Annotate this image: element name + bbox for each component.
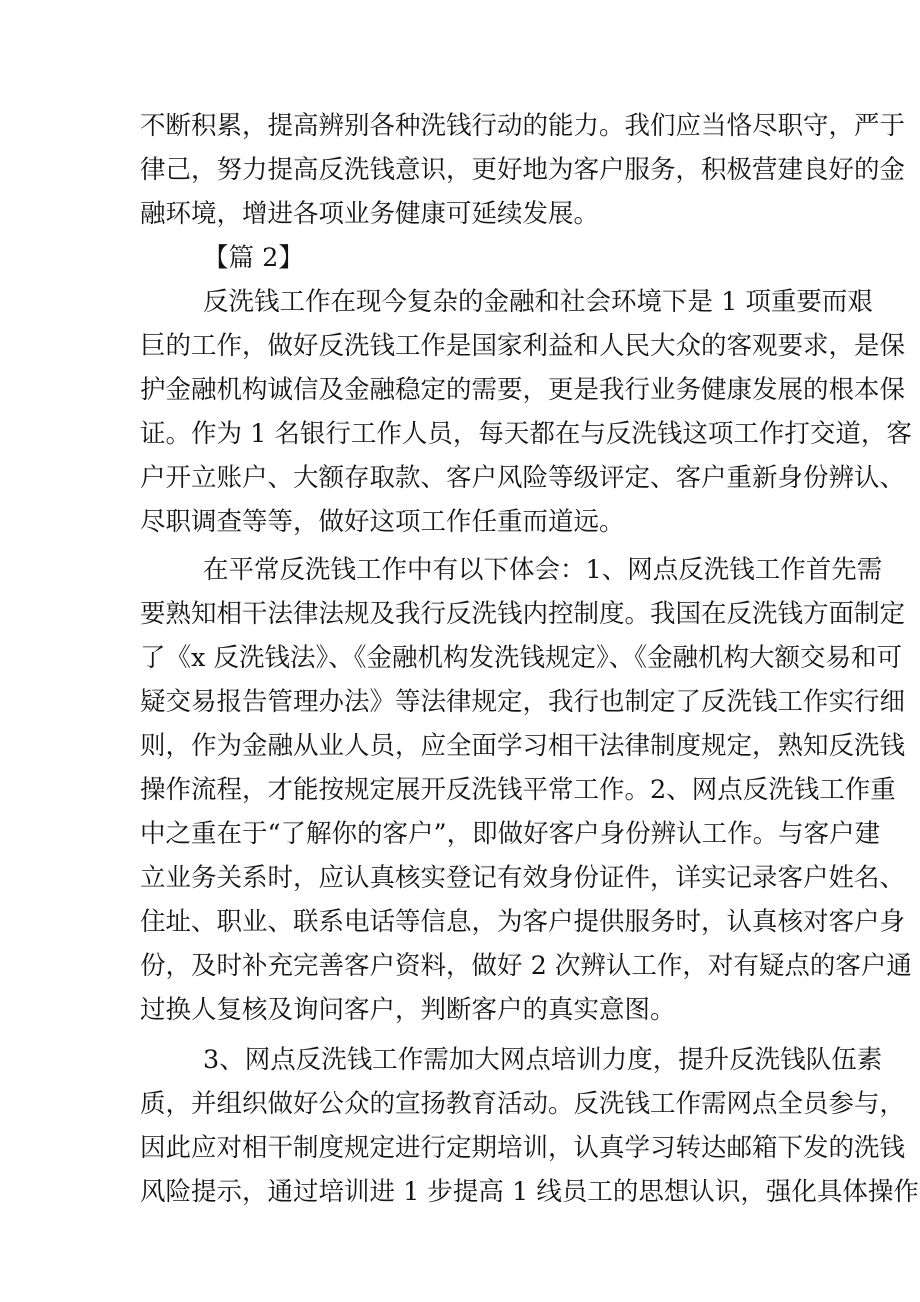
body-text-line: 份，及时补充完善客户资料，做好 2 次辨认工作，对有疑点的客户通 xyxy=(140,951,912,981)
body-text-line: 因此应对相干制度规定进行定期培训，认真学习转达邮箱下发的洗钱 xyxy=(140,1133,906,1163)
body-text-line: 在平常反洗钱工作中有以下体会：1、网点反洗钱工作首先需 xyxy=(203,555,883,585)
body-text-line: 尽职调查等等，做好这项工作任重而道远。 xyxy=(140,507,625,537)
body-text-line: 巨的工作，做好反洗钱工作是国家利益和人民大众的客观要求，是保 xyxy=(140,331,906,361)
body-text-line: 融环境，增进各项业务健康可延续发展。 xyxy=(140,199,600,229)
body-text-line: 则，作为金融从业人员，应全面学习相干法律制度规定，熟知反洗钱 xyxy=(140,731,906,761)
body-text-line: 律己，努力提高反洗钱意识，更好地为客户服务，积极营建良好的金 xyxy=(140,155,906,185)
body-text-line: 护金融机构诚信及金融稳定的需要，更是我行业务健康发展的根本保 xyxy=(140,375,906,405)
body-text-line: 疑交易报告管理办法》等法律规定，我行也制定了反洗钱工作实行细 xyxy=(140,687,906,717)
body-text-line: 反洗钱工作在现今复杂的金融和社会环境下是 1 项重要而艰 xyxy=(203,287,873,317)
body-text-line: 风险提示，通过培训进 1 步提高 1 线员工的思想认识，强化具体操作 xyxy=(140,1177,919,1207)
body-text-line: 证。作为 1 名银行工作人员，每天都在与反洗钱这项工作打交道，客 xyxy=(140,419,912,449)
body-text-line: 3、网点反洗钱工作需加大网点培训力度，提升反洗钱队伍素 xyxy=(203,1045,883,1075)
section-heading: 【篇 2】 xyxy=(203,243,304,273)
body-text-line: 质，并组织做好公众的宣扬教育活动。反洗钱工作需网点全员参与， xyxy=(140,1089,906,1119)
body-text-line: 立业务关系时，应认真核实登记有效身份证件，详实记录客户姓名、 xyxy=(140,863,906,893)
body-text-line: 户开立账户、大额存取款、客户风险等级评定、客户重新身份辨认、 xyxy=(140,463,906,493)
body-text-line: 过换人复核及询问客户，判断客户的真实意图。 xyxy=(140,995,676,1025)
body-text-line: 住址、职业、联系电话等信息，为客户提供服务时，认真核对客户身 xyxy=(140,907,906,937)
body-text-line: 了《x 反洗钱法》、《金融机构发洗钱规定》、《金融机构大额交易和可 xyxy=(140,643,902,673)
body-text-line: 要熟知相干法律法规及我行反洗钱内控制度。我国在反洗钱方面制定 xyxy=(140,599,906,629)
body-text-line: 中之重在于“了解你的客户”，即做好客户身份辨认工作。与客户建 xyxy=(140,819,881,849)
body-text-line: 操作流程，才能按规定展开反洗钱平常工作。2、网点反洗钱工作重 xyxy=(140,775,896,805)
body-text-line: 不断积累，提高辨别各种洗钱行动的能力。我们应当恪尽职守，严于 xyxy=(140,111,906,141)
